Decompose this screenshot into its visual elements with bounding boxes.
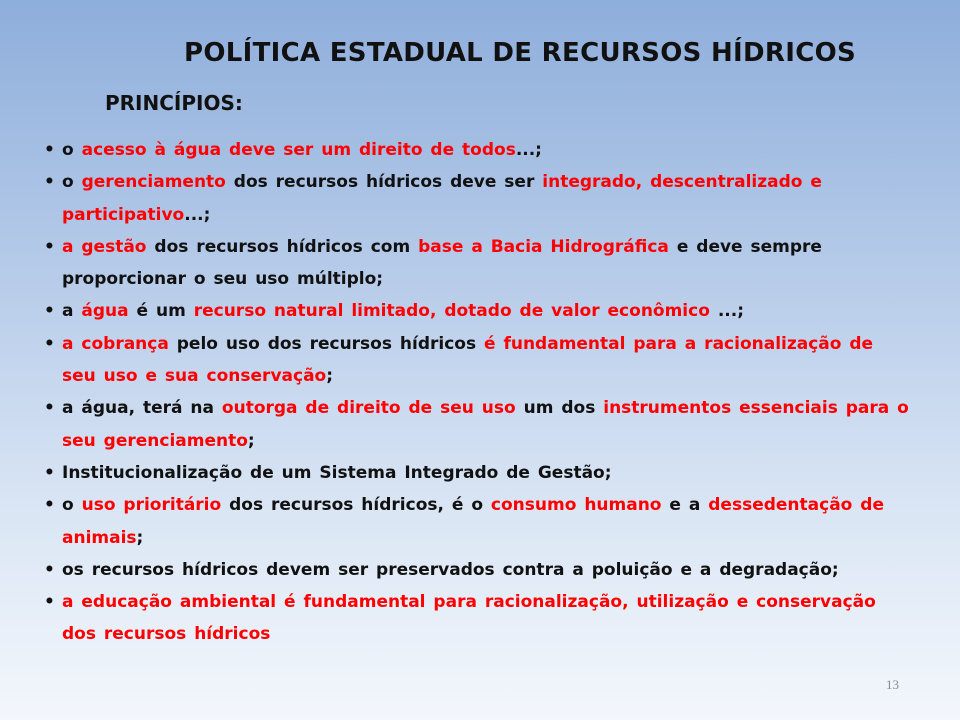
body-text: a (62, 301, 82, 322)
highlighted-text: acesso à água deve ser um direito de todos (81, 140, 516, 160)
highlighted-text: a educação ambiental é fundamental para racionalização, utilização e conservação dos recursos hídricos (62, 592, 876, 645)
body-text: o (62, 140, 82, 160)
principle-item (44, 586, 914, 651)
body-text: pelo uso dos recursos hídricos (168, 333, 484, 354)
highlighted-text: é fundamental para a racionalização de seu uso e sua conservação (62, 333, 874, 387)
body-text: a água, terá na (62, 398, 222, 419)
highlighted-text: base a Bacia Hidrográfica (418, 236, 669, 257)
highlighted-text: instrumentos essenciais para o seu gerenciamento (62, 398, 909, 451)
body-text: ...; (709, 301, 744, 322)
body-text: dos recursos hídricos, é o (221, 495, 491, 516)
principle-item (44, 295, 914, 327)
principle-item (44, 392, 914, 457)
highlighted-text: integrado, descentralizado e participativo (62, 172, 822, 225)
principle-item (44, 489, 914, 554)
body-text: dos recursos hídricos com (146, 236, 419, 257)
body-text: o (62, 172, 82, 193)
principle-item (44, 134, 914, 166)
body-text: ; (136, 527, 144, 548)
principles-list (44, 134, 914, 651)
body-text: é um (128, 301, 194, 322)
page-number: 13 (886, 677, 899, 692)
body-text: ; (326, 366, 334, 387)
highlighted-text: recurso natural limitado, dotado de valor econômico (193, 301, 710, 322)
highlighted-text: a gestão (62, 236, 147, 257)
principle-item (44, 231, 914, 296)
slide-title: POLÍTICA ESTADUAL DE RECURSOS HÍDRICOS (183, 38, 857, 68)
body-text: dos recursos hídricos deve ser (225, 172, 543, 193)
body-text: e deve sempre proporcionar o seu uso múltiplo; (62, 236, 822, 290)
highlighted-text: gerenciamento (81, 172, 226, 193)
highlighted-text: uso prioritário (81, 495, 222, 516)
highlighted-text: a cobrança (62, 333, 169, 354)
principle-item (44, 457, 914, 489)
principle-item (44, 554, 914, 586)
highlighted-text: água (81, 301, 129, 322)
body-text: e a (661, 495, 709, 516)
body-text: Institucionalização de um Sistema Integrado de Gestão; (62, 462, 612, 483)
body-text: ...; (515, 140, 542, 160)
highlighted-text: outorga de direito de seu uso (221, 398, 516, 419)
principle-item (44, 166, 914, 231)
body-text: o (62, 495, 82, 516)
body-text: ...; (184, 204, 211, 225)
body-text: um dos (515, 398, 604, 419)
section-subtitle: PRINCÍPIOS: (105, 91, 243, 115)
highlighted-text: consumo humano (490, 495, 662, 516)
body-text: ; (247, 430, 255, 451)
body-text: os recursos hídricos devem ser preservados contra a poluição e a degradação; (62, 559, 839, 580)
principle-item (44, 328, 914, 393)
highlighted-text: dessedentação de animais (62, 495, 884, 548)
